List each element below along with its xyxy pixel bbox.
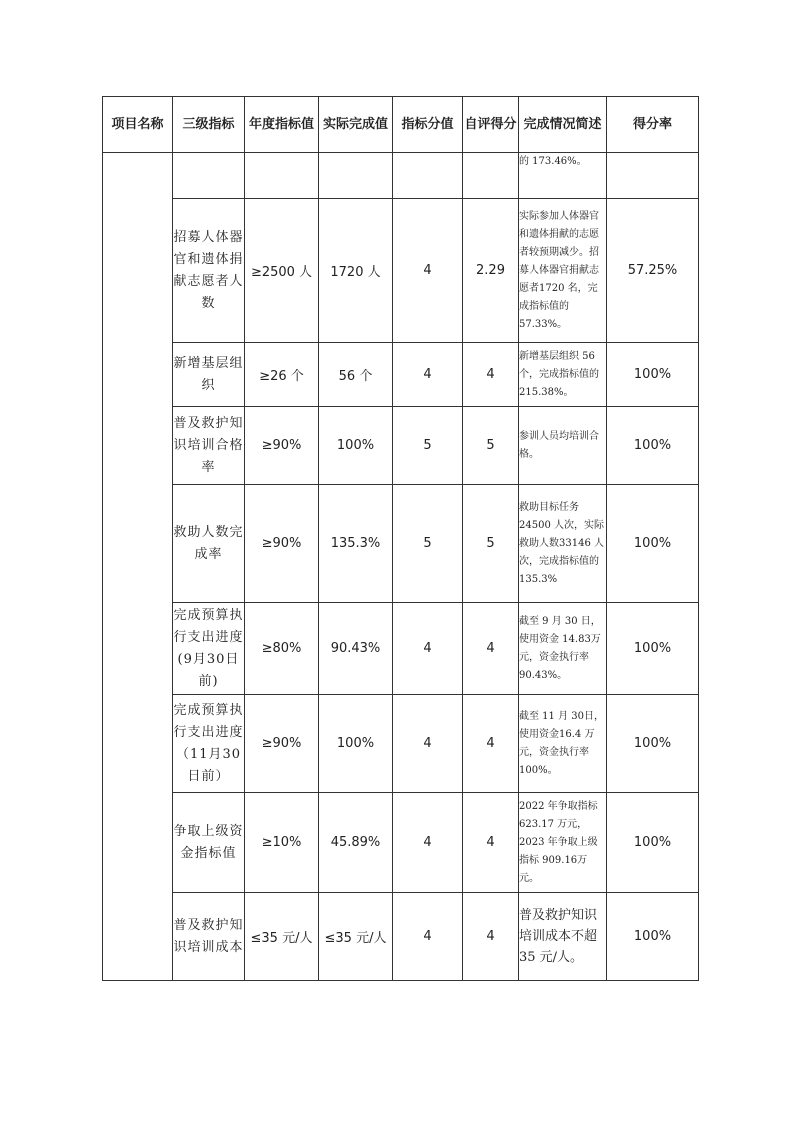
actual-cell: 1720 人 (319, 199, 393, 343)
weight-cell: 4 (393, 603, 463, 695)
header-weight: 指标分值 (393, 97, 463, 153)
target-cell: ≥10% (245, 793, 319, 893)
description-cell: 实际参加人体器官和遗体捐献的志愿者较预期减少。招募人体器官捐献志愿者1720 名，完成指标值的 57.33%。 (519, 199, 607, 343)
indicator-cell: 普及救护知识培训合格率 (173, 407, 245, 485)
description-cell: 普及救护知识培训成本不超 35 元/人。 (519, 893, 607, 981)
indicator-cell: 救助人数完成率 (173, 485, 245, 603)
weight-cell: 4 (393, 793, 463, 893)
weight-cell: 5 (393, 407, 463, 485)
target-cell: ≥26 个 (245, 343, 319, 407)
score-cell: 5 (463, 407, 519, 485)
rate-cell: 100% (607, 793, 699, 893)
rate-cell: 100% (607, 695, 699, 793)
weight-cell: 4 (393, 695, 463, 793)
table-row (103, 343, 699, 407)
target-cell: ≥80% (245, 603, 319, 695)
indicator-cell: 完成预算执行支出进度(9月30日前) (173, 603, 245, 695)
indicator-cell: 新增基层组织 (173, 343, 245, 407)
description-cell: 救助目标任务24500 人次，实际救助人数33146 人次，完成指标值的135.3% (519, 485, 607, 603)
target-cell: ≤35 元/人 (245, 893, 319, 981)
actual-cell (319, 153, 393, 199)
score-cell: 4 (463, 603, 519, 695)
rate-cell: 100% (607, 893, 699, 981)
score-cell (463, 153, 519, 199)
score-cell: 4 (463, 343, 519, 407)
header-description: 完成情况简述 (519, 97, 607, 153)
header-row (103, 97, 699, 153)
table-row (103, 153, 699, 199)
table-row (103, 603, 699, 695)
header-indicator: 三级指标 (173, 97, 245, 153)
actual-cell: 100% (319, 695, 393, 793)
table-row (103, 407, 699, 485)
header-score: 自评得分 (463, 97, 519, 153)
indicator-cell (173, 153, 245, 199)
rate-cell (607, 153, 699, 199)
score-cell: 4 (463, 695, 519, 793)
indicator-cell: 招募人体器官和遗体捐献志愿者人数 (173, 199, 245, 343)
header-project-name: 项目名称 (103, 97, 173, 153)
description-cell: 2022 年争取指标623.17 万元，2023 年争取上级指标 909.16万元。 (519, 793, 607, 893)
actual-cell: 45.89% (319, 793, 393, 893)
score-cell: 4 (463, 793, 519, 893)
score-cell: 2.29 (463, 199, 519, 343)
table-row (103, 793, 699, 893)
target-cell: ≥90% (245, 407, 319, 485)
description-cell: 截至 9 月 30 日，使用资金 14.83万元，资金执行率 90.43%。 (519, 603, 607, 695)
actual-cell: 90.43% (319, 603, 393, 695)
table-row (103, 695, 699, 793)
rate-cell: 100% (607, 603, 699, 695)
description-cell: 新增基层组织 56个，完成指标值的 215.38%。 (519, 343, 607, 407)
header-target: 年度指标值 (245, 97, 319, 153)
weight-cell: 4 (393, 343, 463, 407)
weight-cell: 4 (393, 893, 463, 981)
actual-cell: ≤35 元/人 (319, 893, 393, 981)
description-cell: 截至 11 月 30日，使用资金16.4 万元，资金执行率 100%。 (519, 695, 607, 793)
header-actual: 实际完成值 (319, 97, 393, 153)
score-cell: 4 (463, 893, 519, 981)
header-rate: 得分率 (607, 97, 699, 153)
indicator-cell: 完成预算执行支出进度（11月30日前） (173, 695, 245, 793)
weight-cell: 4 (393, 199, 463, 343)
performance-table (102, 96, 699, 981)
indicator-cell: 争取上级资金指标值 (173, 793, 245, 893)
actual-cell: 56 个 (319, 343, 393, 407)
description-cell: 的 173.46%。 (519, 153, 607, 199)
indicator-cell: 普及救护知识培训成本 (173, 893, 245, 981)
project-name-cell (103, 153, 173, 981)
weight-cell (393, 153, 463, 199)
rate-cell: 100% (607, 343, 699, 407)
actual-cell: 135.3% (319, 485, 393, 603)
weight-cell: 5 (393, 485, 463, 603)
actual-cell: 100% (319, 407, 393, 485)
description-cell: 参训人员均培训合格。 (519, 407, 607, 485)
target-cell: ≥90% (245, 485, 319, 603)
target-cell: ≥2500 人 (245, 199, 319, 343)
rate-cell: 57.25% (607, 199, 699, 343)
rate-cell: 100% (607, 407, 699, 485)
table-row (103, 485, 699, 603)
target-cell (245, 153, 319, 199)
target-cell: ≥90% (245, 695, 319, 793)
table-row (103, 199, 699, 343)
table-row (103, 893, 699, 981)
score-cell: 5 (463, 485, 519, 603)
rate-cell: 100% (607, 485, 699, 603)
